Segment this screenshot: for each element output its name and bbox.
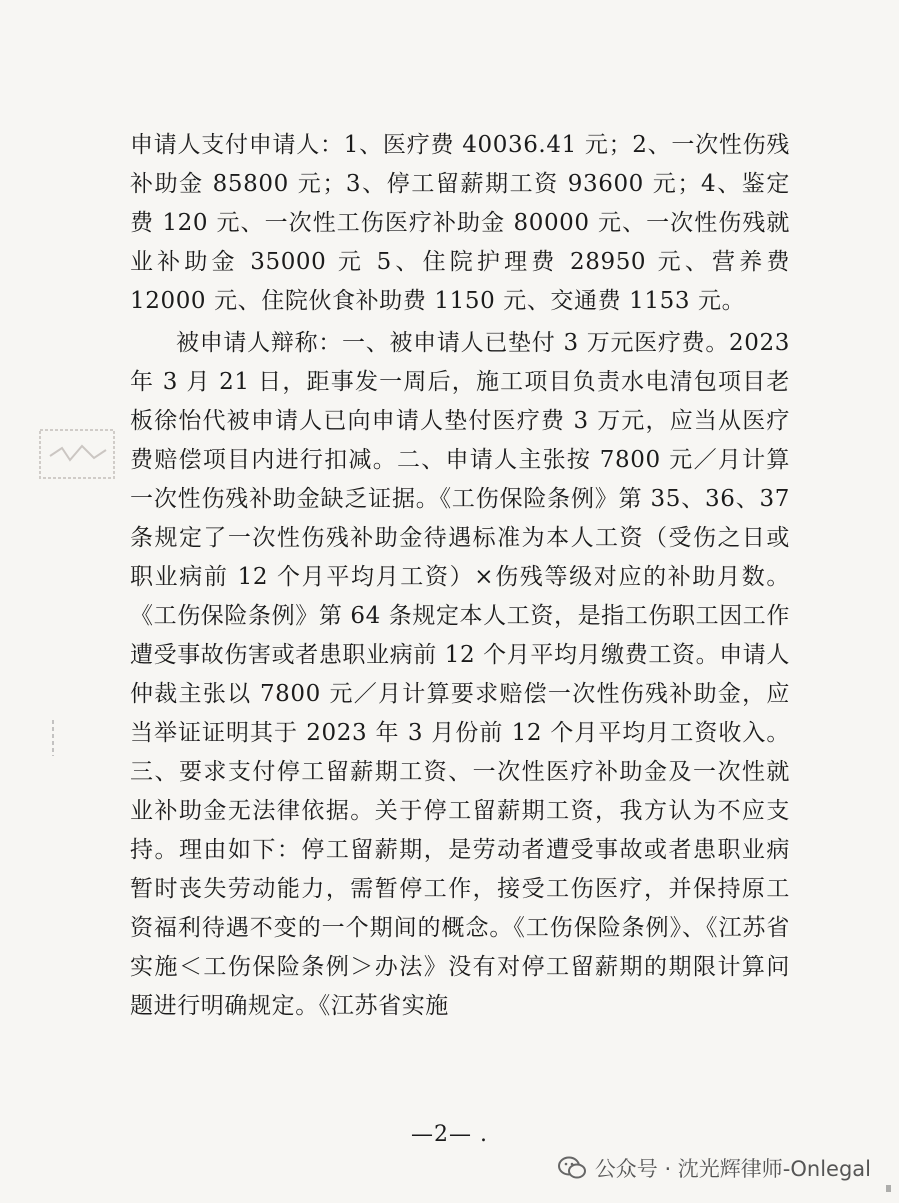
wechat-icon bbox=[557, 1155, 587, 1181]
watermark bbox=[557, 1150, 871, 1186]
page-number: —2— . bbox=[411, 1122, 488, 1147]
paragraph-defense: 被申请人辩称：一、被申请人已垫付 3 万元医疗费。2023 年 3 月 21 日，距事发一周后，施工项目负责水电清包项目老板徐怡代被申请人已向申请人垫付医疗费 3 万元，应当从医疗费赔偿项目内进行扣减。二、申请人主张按 7800 元／月计算一次性伤残补助金缺乏证据。《工伤保险条例》第 35、36、37 条规定了一次性伤残补助金待遇标准为本人工资（受伤之日或职业病前 12 个月平均月工资）×伤残等级对应的补助月数。《工伤保险条例》第 64 条规定本人工资，是指工伤职工因工作遭受事故伤害或者患职业病前 12 个月平均月缴费工资。申请人仲裁主张以 7800 元／月计算要求赔偿一次性伤残补助金，应当举证证明其于 2023 年 3 月份前 12 个月平均月工资收入。三、要求支付停工留薪期工资、一次性医疗补助金及一次性就业补助金无法律依据。关于停工留薪期工资，我方认为不应支持。理由如下：停工留薪期，是劳动者遭受事故或者患职业病暂时丧失劳动能力，需暂停工作，接受工伤医疗，并保持原工资福利待遇不变的一个期间的概念。《工伤保险条例》、《江苏省实施＜工伤保险条例＞办法》没有对停工留薪期的期限计算问题进行明确规定。《江苏省实施 bbox=[130, 330, 790, 1019]
scan-speck bbox=[885, 1184, 893, 1194]
watermark-text: 公众号 · 沈光辉律师-Onlegal bbox=[594, 1157, 871, 1181]
document-body bbox=[130, 126, 790, 1026]
side-mark bbox=[48, 718, 58, 758]
stamp-mark bbox=[36, 426, 118, 482]
paragraph-claims: 申请人支付申请人：1、医疗费 40036.41 元；2、一次性伤残补助金 85800 元；3、停工留薪期工资 93600 元；4、鉴定费 120 元、一次性工伤医疗补助金 80000 元、一次性伤残就业补助金 35000 元 5、住院护理费 28950 元、营养费 12000 元、住院伙食补助费 1150 元、交通费 1153 元。 bbox=[130, 132, 790, 314]
